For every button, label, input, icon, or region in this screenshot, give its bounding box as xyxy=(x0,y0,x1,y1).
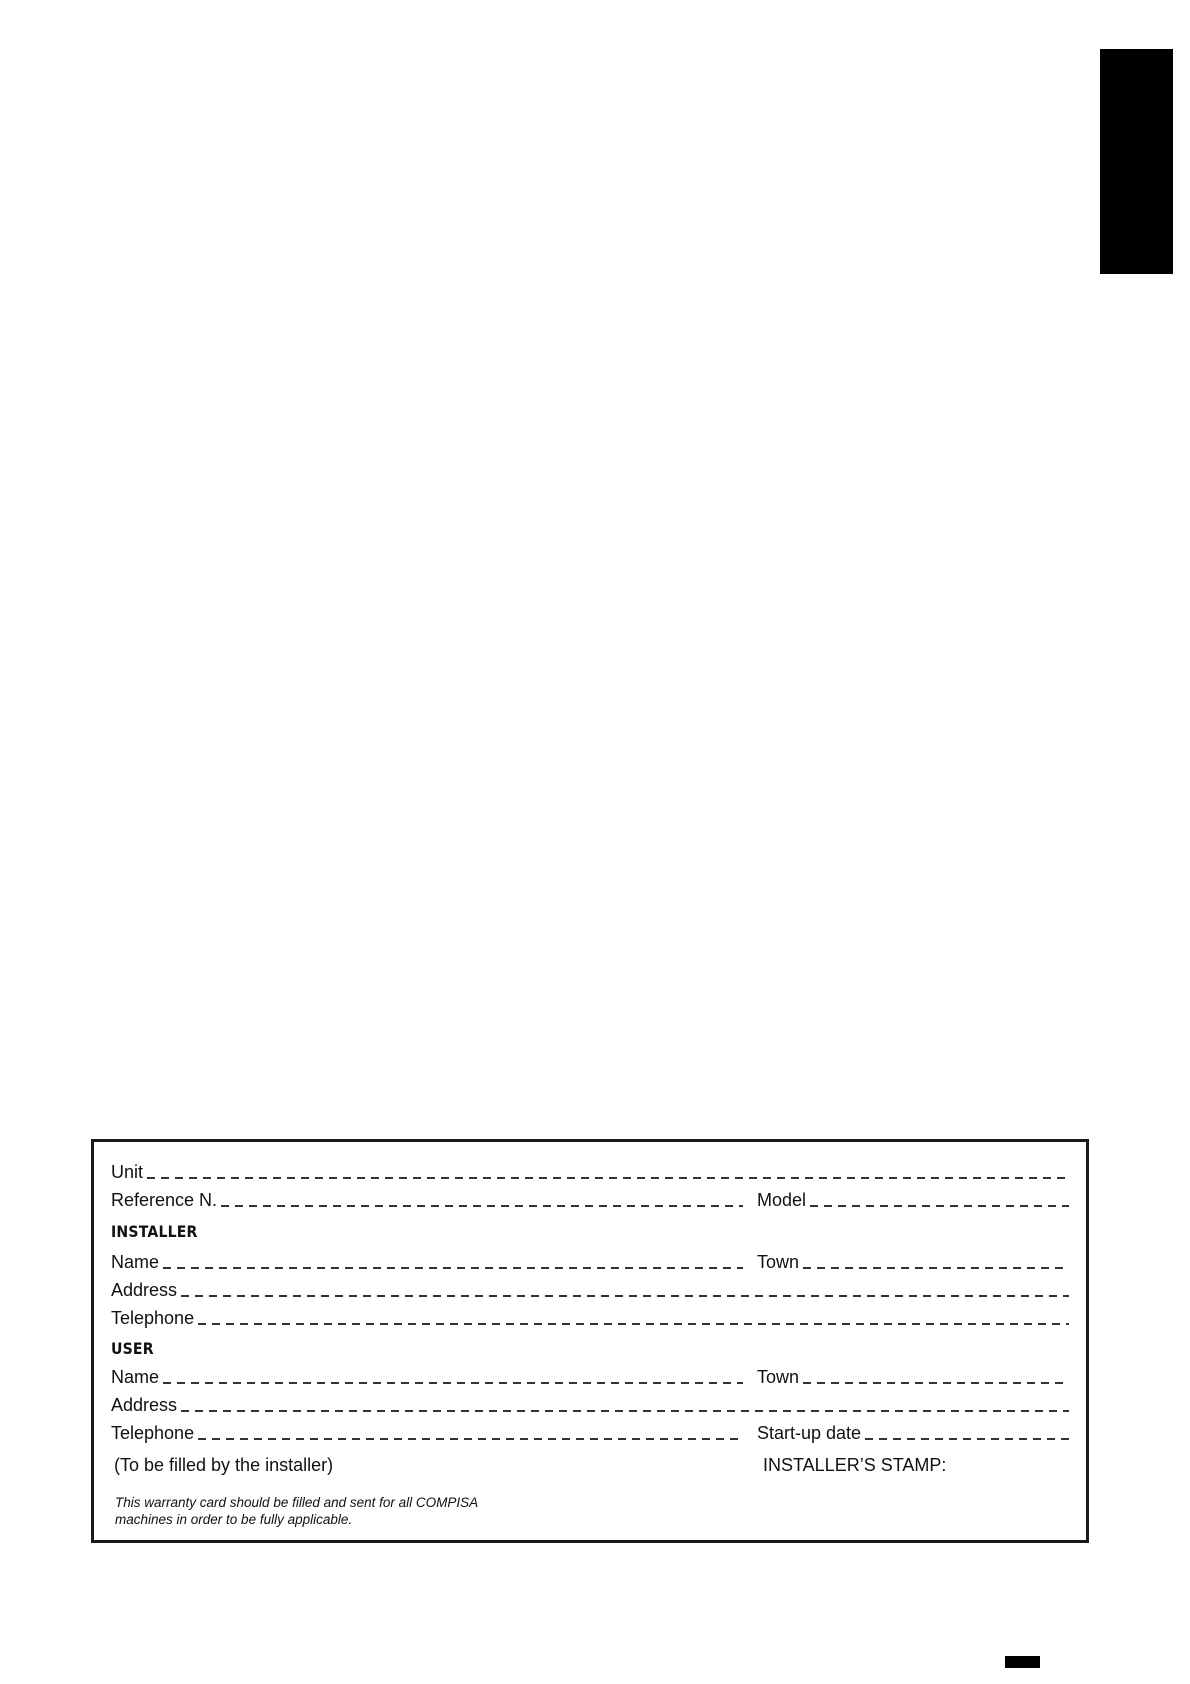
installer-name-label: Name xyxy=(111,1252,160,1272)
reference-line xyxy=(221,1205,743,1207)
filled-by-installer-note: (To be filled by the installer) xyxy=(114,1455,334,1475)
unit-line xyxy=(147,1177,1069,1179)
disclaimer-line-2: machines in order to be fully applicable. xyxy=(115,1512,353,1527)
installer-telephone-row xyxy=(111,1302,1069,1328)
user-telephone-field[interactable] xyxy=(111,1417,743,1443)
unit-field[interactable] xyxy=(111,1156,1069,1182)
installer-address-field[interactable] xyxy=(111,1274,1069,1300)
installer-address-row xyxy=(111,1274,1069,1300)
user-town-field[interactable] xyxy=(757,1361,1069,1387)
warranty-disclaimer xyxy=(115,1494,535,1528)
installer-town-label: Town xyxy=(757,1252,800,1272)
unit-label: Unit xyxy=(111,1162,144,1182)
language-tab-marker xyxy=(1100,49,1173,274)
model-field[interactable] xyxy=(757,1184,1069,1210)
installer-name-field[interactable] xyxy=(111,1246,743,1272)
startup-date-label: Start-up date xyxy=(757,1423,862,1443)
installer-name-line xyxy=(163,1267,743,1269)
reference-model-row xyxy=(111,1184,1069,1210)
user-town-label: Town xyxy=(757,1367,800,1387)
user-name-field[interactable] xyxy=(111,1361,743,1387)
user-name-label: Name xyxy=(111,1367,160,1387)
user-heading: USER xyxy=(111,1339,154,1358)
user-address-field[interactable] xyxy=(111,1389,1069,1415)
user-town-line xyxy=(803,1382,1069,1384)
installer-telephone-field[interactable] xyxy=(111,1302,1069,1328)
installer-town-field[interactable] xyxy=(757,1246,1069,1272)
unit-row xyxy=(111,1156,1069,1182)
installer-telephone-label: Telephone xyxy=(111,1308,195,1328)
installer-address-line xyxy=(181,1295,1069,1297)
startup-date-line xyxy=(865,1438,1069,1440)
disclaimer-line-1: This warranty card should be filled and sent for all COMPISA xyxy=(115,1495,479,1510)
user-telephone-startup-row xyxy=(111,1417,1069,1443)
user-address-label: Address xyxy=(111,1395,178,1415)
user-telephone-line xyxy=(198,1438,743,1440)
user-telephone-label: Telephone xyxy=(111,1423,195,1443)
user-name-line xyxy=(163,1382,743,1384)
installer-heading: INSTALLER xyxy=(111,1222,198,1241)
page-number-marker xyxy=(1005,1656,1040,1668)
startup-date-field[interactable] xyxy=(757,1417,1069,1443)
installer-name-town-row xyxy=(111,1246,1069,1272)
user-address-line xyxy=(181,1410,1069,1412)
user-name-town-row xyxy=(111,1361,1069,1387)
installer-address-label: Address xyxy=(111,1280,178,1300)
user-address-row xyxy=(111,1389,1069,1415)
reference-label: Reference N. xyxy=(111,1190,218,1210)
model-label: Model xyxy=(757,1190,807,1210)
model-line xyxy=(810,1205,1069,1207)
warranty-card xyxy=(91,1139,1089,1543)
installer-town-line xyxy=(803,1267,1069,1269)
reference-field[interactable] xyxy=(111,1184,743,1210)
installer-telephone-line xyxy=(198,1323,1069,1325)
installer-stamp-label: INSTALLER’S STAMP: xyxy=(763,1455,947,1475)
